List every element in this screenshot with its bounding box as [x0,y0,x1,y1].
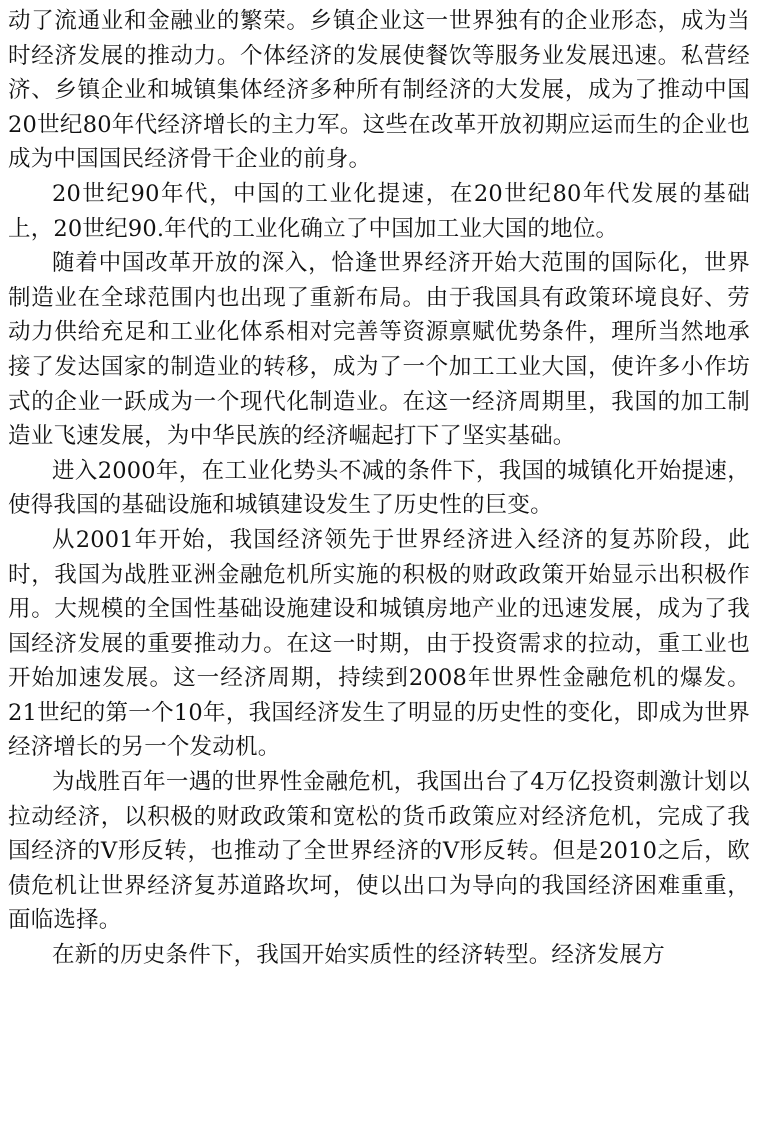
paragraph-5: 从2001年开始，我国经济领先于世界经济进入经济的复苏阶段，此时，我国为战胜亚洲金融危机所实施的积极的财政政策开始显示出积极作用。大规模的全国性基础设施建设和城镇房地产业的迅速发展，成为了我国经济发展的重要推动力。在这一时期，由于投资需求的拉动，重工业也开始加速发展。这一经济周期，持续到2008年世界性金融危机的爆发。21世纪的第一个10年，我国经济发生了明显的历史性的变化，即成为世界经济增长的另一个发动机。 [8,526,750,761]
paragraph-4: 进入2000年，在工业化势头不减的条件下，我国的城镇化开始提速，使得我国的基础设施和城镇建设发生了历史性的巨变。 [8,457,750,519]
paragraph-3: 随着中国改革开放的深入，恰逢世界经济开始大范围的国际化，世界制造业在全球范围内也出现了重新布局。由于我国具有政策环境良好、劳动力供给充足和工业化体系相对完善等资源禀赋优势条件，理所当然地承接了发达国家的制造业的转移，成为了一个加工工业大国，使许多小作坊式的企业一跃成为一个现代化制造业。在这一经济周期里，我国的加工制造业飞速发展，为中华民族的经济崛起打下了坚实基础。 [8,250,750,450]
paragraph-1: 动了流通业和金融业的繁荣。乡镇企业这一世界独有的企业形态，成为当时经济发展的推动力。个体经济的发展使餐饮等服务业发展迅速。私营经济、乡镇企业和城镇集体经济多种所有制经济的大发展，成为了推动中国20世纪80年代经济增长的主力军。这些在改革开放初期应运而生的企业也成为中国国民经济骨干企业的前身。 [8,8,750,173]
paragraph-2: 20世纪90年代，中国的工业化提速，在20世纪80年代发展的基础上，20世纪90.年代的工业化确立了中国加工业大国的地位。 [8,180,750,242]
paragraph-6: 为战胜百年一遇的世界性金融危机，我国出台了4万亿投资刺激计划以拉动经济，以积极的财政政策和宽松的货币政策应对经济危机，完成了我国经济的V形反转，也推动了全世界经济的V形反转。但是2010之后，欧债危机让世界经济复苏道路坎坷，使以出口为导向的我国经济困难重重，面临选择。 [8,769,750,934]
paragraph-7: 在新的历史条件下，我国开始实质性的经济转型。经济发展方 [52,942,665,969]
